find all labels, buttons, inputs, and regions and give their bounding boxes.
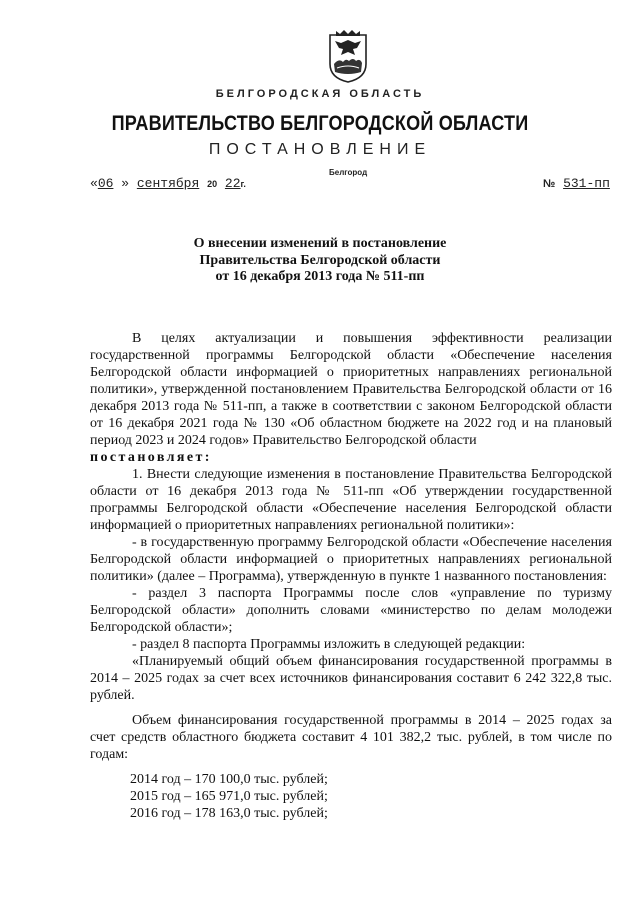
paragraph-section-3: - раздел 3 паспорта Программы после слов «управление по туризму Белгородской области» дополнить словами «министерство по делам молодежи Белгородской области»;	[90, 586, 612, 635]
decree-date	[90, 176, 246, 191]
document-body	[90, 330, 612, 822]
number-sign: №	[543, 178, 556, 190]
date-open-quote: «	[90, 176, 98, 191]
paragraph-item-1: 1. Внести следующие изменения в постановление Правительства Белгородской области от 16 декабря 2013 года № 511-пп «Об утверждении государственной программы Белгородской области «Обеспечение населения Белгородской области информацией о приоритетных направлениях региональной политики»:	[90, 467, 612, 533]
city-name: Белгород	[329, 168, 368, 177]
coat-of-arms-emblem	[327, 28, 369, 84]
paragraph-regional-funding: Объем финансирования государственной программы в 2014 – 2025 годах за счет средств областного бюджета составит 4 101 382,2 тыс. рублей, в том числе по годам:	[90, 713, 612, 762]
paragraph-section-8: - раздел 8 паспорта Программы изложить в следующей редакции:	[132, 637, 526, 652]
funding-year-2015: 2015 год – 165 971,0 тыс. рублей;	[130, 789, 328, 804]
funding-year-2016: 2016 год – 178 163,0 тыс. рублей;	[130, 806, 328, 821]
date-day: 06	[97, 176, 114, 191]
title-line-2: Правительства Белгородской области	[199, 252, 441, 268]
resolves-word: постановляет:	[90, 450, 212, 465]
document-type: ПОСТАНОВЛЕНИЕ	[208, 141, 432, 158]
decree-number	[543, 176, 610, 191]
date-year-suffix: 22	[224, 176, 241, 191]
funding-years-list	[90, 771, 612, 822]
date-month: сентября	[136, 176, 200, 191]
date-year-unit: г.	[240, 179, 246, 189]
paragraph-preamble: В целях актуализации и повышения эффективности реализации государственной программы Белгородской области «Обеспечение населения Белгородской области информацией о приоритетных направлениях региональной политики», утвержденной постановлением Правительства Белгородской области от 16 декабря 2013 года № 511-пп, а также в соответствии с законом Белгородской области от 16 декабря 2021 года № 130 «Об областном бюджете на 2022 год и на плановый период 2023 и 2024 годов» Правительство Белгородской области	[90, 331, 612, 448]
title-line-3: от 16 декабря 2013 года № 511-пп	[215, 269, 425, 284]
date-year-prefix: 20	[207, 179, 218, 189]
date-close-quote: »	[121, 176, 130, 191]
region-name: БЕЛГОРОДСКАЯ ОБЛАСТЬ	[215, 88, 425, 100]
number-value: 531-пп	[563, 176, 610, 191]
paragraph-total-funding: «Планируемый общий объем финансирования государственной программы в 2014 – 2025 годах за счет всех источников финансирования составит 6 242 322,8 тыс. рублей.	[90, 654, 612, 703]
funding-year-2014: 2014 год – 170 100,0 тыс. рублей;	[130, 772, 328, 787]
title-line-1: О внесении изменений в постановление	[193, 236, 447, 251]
paragraph-program-changes: - в государственную программу Белгородской области «Обеспечение населения Белгородской области информацией о приоритетных направлениях региональной политики» (далее – Программа), утвержденную в пункте 1 названного постановления:	[90, 535, 612, 584]
government-name: ПРАВИТЕЛЬСТВО БЕЛГОРОДСКОЙ ОБЛАСТИ	[111, 112, 529, 135]
document-title	[0, 236, 640, 286]
